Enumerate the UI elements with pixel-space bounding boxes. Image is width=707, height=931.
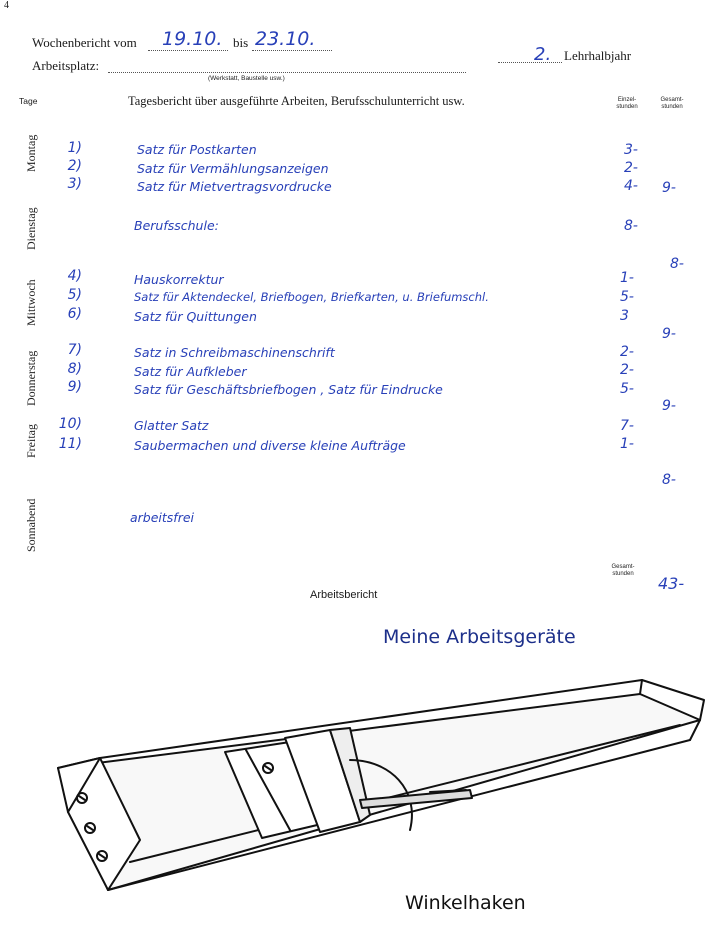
day-friday: Freitag: [24, 424, 38, 458]
col-report-header: Tagesbericht über ausgeführte Arbeiten, Berufsschulunterricht usw.: [128, 94, 465, 108]
page-number: 4: [4, 0, 9, 11]
entry-hours: 5-: [620, 289, 634, 305]
col-single-line2: stunden: [616, 104, 638, 110]
col-days-header: Tage: [19, 96, 38, 106]
year-label: Lehrhalbjahr: [564, 48, 632, 63]
entry-hours: 2-: [624, 160, 638, 176]
entry-number: 8): [67, 361, 82, 377]
day-tuesday: Dienstag: [24, 207, 38, 250]
entry-number: 4): [67, 268, 82, 284]
day-saturday: Sonnabend: [24, 498, 38, 552]
col-total-line1: Gesamt-: [660, 97, 684, 103]
entry-hours: 8-: [624, 218, 638, 234]
entry-text: Satz für Vermählungsanzeigen: [137, 161, 329, 176]
to-date: 23.10.: [255, 28, 316, 50]
entry-text: Glatter Satz: [134, 418, 209, 433]
day-total-thursday: 9-: [662, 398, 676, 414]
entry-number: 9): [67, 379, 82, 395]
entry-hours: 2-: [620, 344, 634, 360]
day-wednesday: Mittwoch: [24, 279, 38, 326]
grand-total-label-line1: Gesamt-: [611, 564, 635, 570]
week-label: Wochenbericht vom: [32, 35, 137, 50]
year-value: 2.: [534, 44, 552, 65]
entry-text: Berufsschule:: [134, 218, 219, 233]
entry-number: 11): [58, 436, 82, 452]
entry-text: Saubermachen und diverse kleine Aufträge: [134, 438, 406, 453]
entry-hours: 3-: [624, 142, 638, 158]
entry-number: 3): [67, 176, 82, 192]
entry-text: Satz für Aktendeckel, Briefbogen, Briefkarten, u. Briefumschl.: [134, 290, 489, 304]
day-monday: Montag: [24, 134, 38, 172]
entry-text: Satz für Mietvertragsvordrucke: [137, 179, 332, 194]
entry-number: 1): [67, 140, 82, 156]
day-thursday: Donnerstag: [24, 350, 38, 406]
grand-total: 43-: [658, 574, 685, 593]
entry-hours: 7-: [620, 418, 634, 434]
entry-hours: 3: [620, 308, 629, 324]
entry-number: 6): [67, 306, 82, 322]
entry-number: 2): [67, 158, 82, 174]
workplace-hint: (Werkstatt, Baustelle usw.): [208, 75, 285, 82]
day-total-tuesday: 8-: [670, 256, 684, 272]
report-heading: Arbeitsbericht: [310, 589, 378, 601]
report-title: Meine Arbeitsgeräte: [383, 626, 576, 648]
grand-total-label-line2: stunden: [612, 571, 634, 577]
col-single-line1: Einzel-: [617, 97, 637, 103]
entry-hours: 4-: [624, 178, 638, 194]
entry-hours: 1-: [620, 270, 634, 286]
entry-text: Hauskorrektur: [134, 272, 224, 287]
entry-hours: 1-: [620, 436, 634, 452]
entry-number: 10): [58, 416, 82, 432]
entry-text: Satz für Geschäftsbriefbogen , Satz für Eindrucke: [134, 382, 443, 397]
entry-number: 7): [67, 342, 82, 358]
entry-text: Satz für Quittungen: [134, 309, 257, 324]
entry-number: 5): [67, 287, 82, 303]
to-label: bis: [233, 35, 249, 50]
drawing-caption: Winkelhaken: [405, 892, 526, 914]
from-date: 19.10.: [162, 28, 223, 50]
entry-hours: 5-: [620, 381, 634, 397]
entry-text: Satz für Aufkleber: [134, 364, 247, 379]
entry-text: arbeitsfrei: [130, 510, 195, 525]
workplace-label: Arbeitsplatz:: [32, 58, 100, 73]
day-total-friday: 8-: [662, 472, 676, 488]
day-total-wednesday: 9-: [662, 326, 676, 342]
col-total-line2: stunden: [661, 104, 683, 110]
entry-text: Satz für Postkarten: [137, 142, 257, 157]
day-total-monday: 9-: [662, 180, 676, 196]
entry-text: Satz in Schreibmaschinenschrift: [134, 345, 335, 360]
entry-hours: 2-: [620, 362, 634, 378]
